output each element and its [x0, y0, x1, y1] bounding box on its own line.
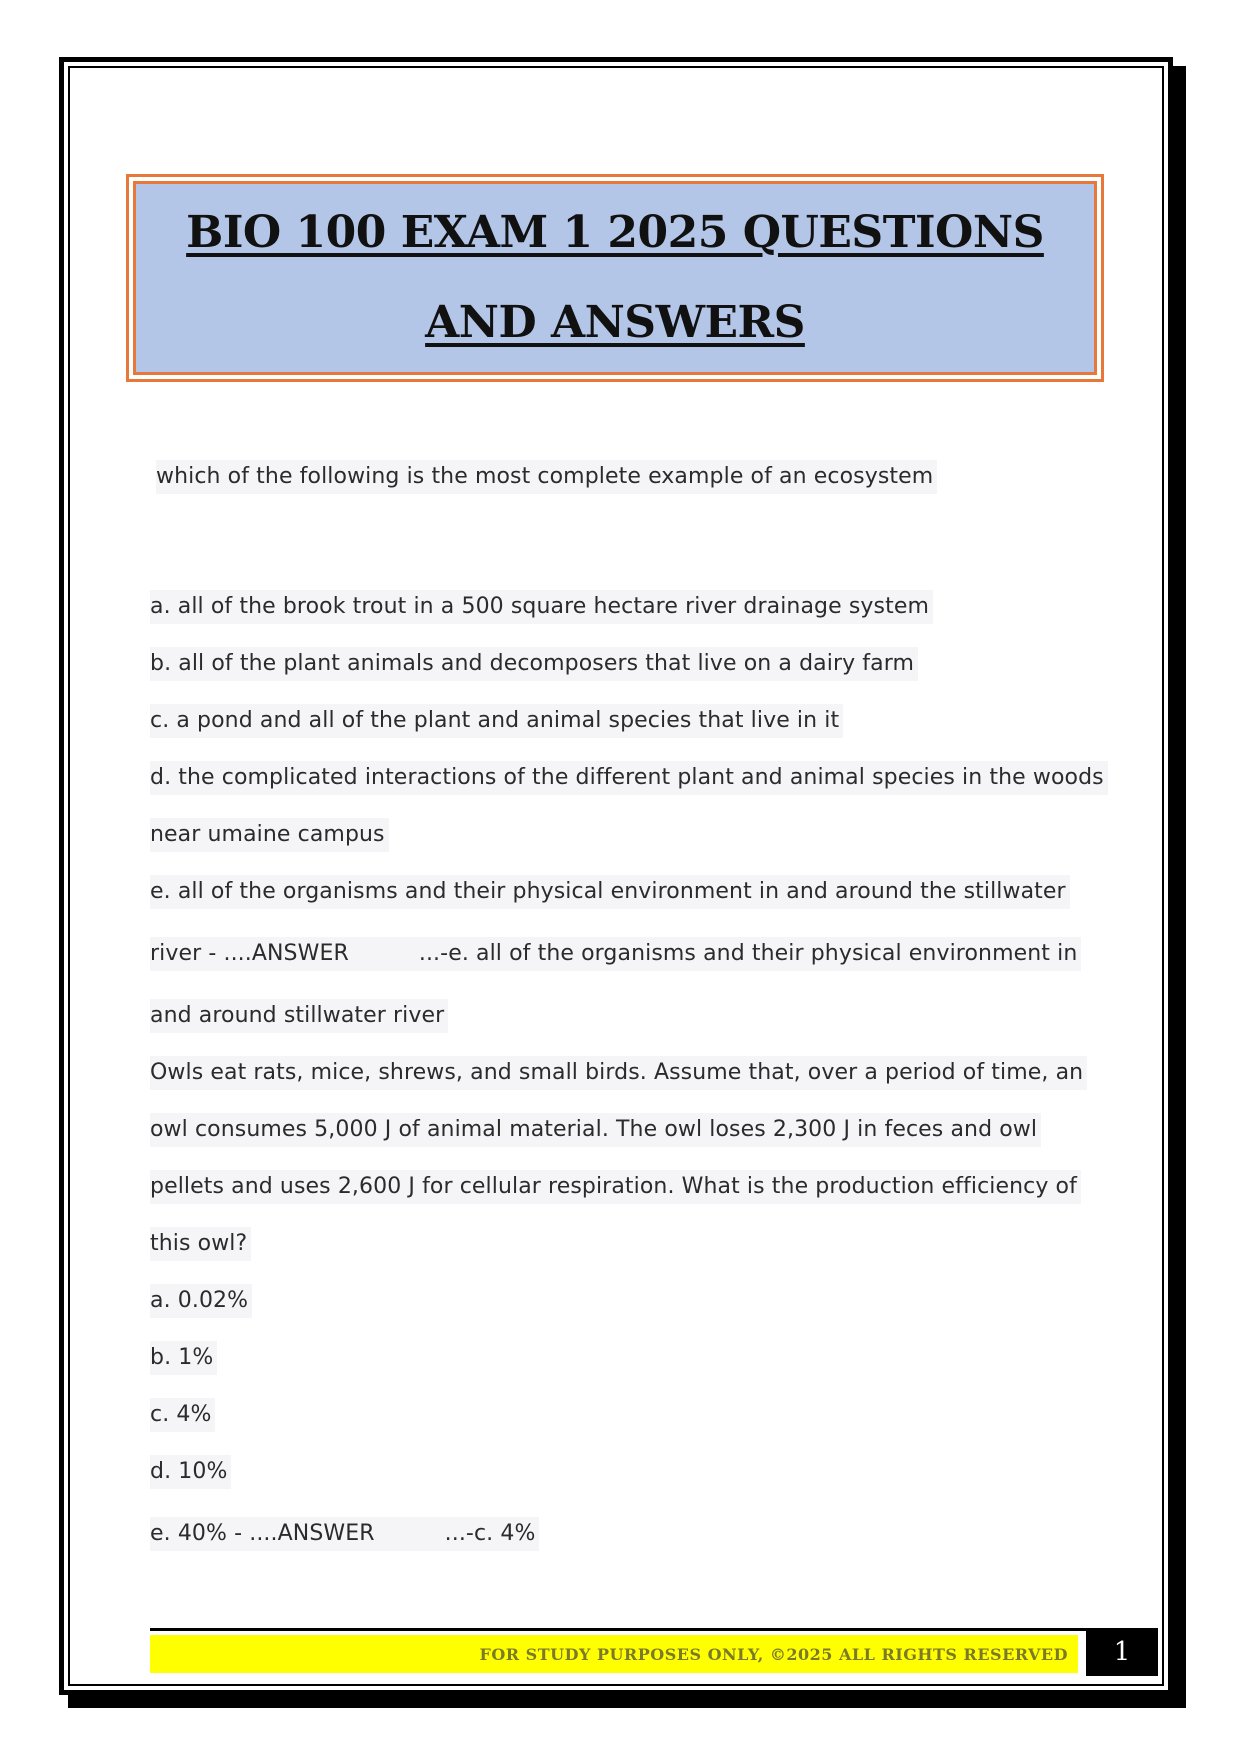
- q1-answer-label: river - ....ANSWER: [150, 941, 349, 966]
- q2-answer-label: e. 40% - ....ANSWER: [150, 1521, 375, 1546]
- q2-option-c: c. 4%: [150, 1398, 215, 1432]
- document-title-line-2: AND ANSWERS: [425, 297, 805, 348]
- question-2-line-2: owl consumes 5,000 J of animal material. The owl loses 2,300 J in feces and owl: [150, 1113, 1041, 1147]
- q1-option-b: b. all of the plant animals and decomposers that live on a dairy farm: [150, 647, 918, 681]
- q1-answer-text: ...-e. all of the organisms and their physical environment in: [418, 941, 1078, 966]
- page-number: 1: [1086, 1628, 1158, 1676]
- q1-answer-cont: and around stillwater river: [150, 999, 448, 1033]
- q2-option-d: d. 10%: [150, 1455, 231, 1489]
- q1-option-c: c. a pond and all of the plant and animal species that live in it: [150, 704, 843, 738]
- q1-option-d-cont: near umaine campus: [150, 818, 389, 852]
- q2-answer-text: ...-c. 4%: [444, 1521, 536, 1546]
- footer-text: FOR STUDY PURPOSES ONLY, ©2025 ALL RIGHTS RESERVED: [479, 1644, 1068, 1664]
- question-2-line-3: pellets and uses 2,600 J for cellular respiration. What is the production efficiency of: [150, 1170, 1081, 1204]
- q2-option-a: a. 0.02%: [150, 1284, 252, 1318]
- title-box: [126, 174, 1104, 382]
- footer-bar: [150, 1635, 1078, 1673]
- question-2-line-4: this owl?: [150, 1227, 251, 1261]
- question-1: which of the following is the most complete example of an ecosystem: [156, 460, 937, 494]
- document-title-line-1: BIO 100 EXAM 1 2025 QUESTIONS: [186, 207, 1044, 258]
- q1-option-d: d. the complicated interactions of the different plant and animal species in the woods: [150, 761, 1108, 795]
- footer-rule: [150, 1628, 1086, 1631]
- q1-option-e: e. all of the organisms and their physical environment in and around the stillwater: [150, 875, 1070, 909]
- title-inner: [133, 181, 1097, 375]
- q1-option-a: a. all of the brook trout in a 500 square hectare river drainage system: [150, 590, 933, 624]
- question-2-line-1: Owls eat rats, mice, shrews, and small birds. Assume that, over a period of time, an: [150, 1056, 1087, 1090]
- q2-option-b: b. 1%: [150, 1341, 217, 1375]
- q2-answer: [150, 1517, 539, 1551]
- q1-answer: [150, 937, 1081, 971]
